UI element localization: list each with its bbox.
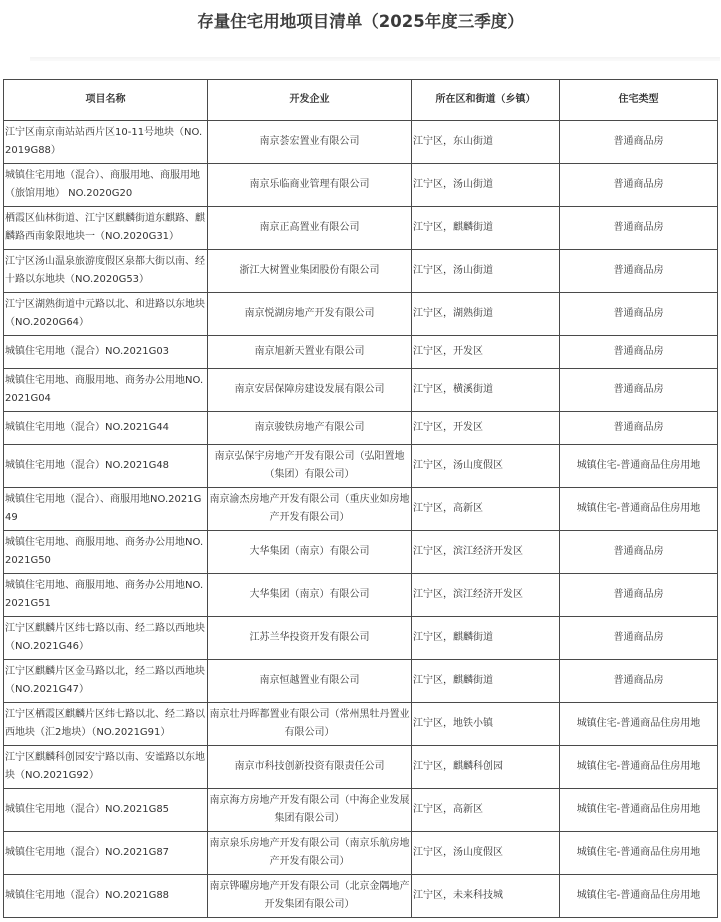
district-cell: 江宁区，东山街道 [412, 121, 560, 164]
table-row [4, 369, 718, 412]
developer-cell: 南京海方房地产开发有限公司（中海企业发展集团有限公司） [208, 789, 412, 832]
developer-cell: 南京弘保宇房地产开发有限公司（弘阳置地（集团）有限公司） [208, 445, 412, 488]
developer-cell: 南京荟宏置业有限公司 [208, 121, 412, 164]
housing-type-cell: 普通商品房 [560, 164, 718, 207]
project-name-cell: 江宁区南京南站站西片区10-11号地块（NO.2019G88） [4, 121, 208, 164]
district-cell: 江宁区，横溪街道 [412, 369, 560, 412]
project-name-cell: 城镇住宅用地（混合）、商服用地、商服用地（旅馆用地） NO.2020G20 [4, 164, 208, 207]
project-name-cell: 城镇住宅用地（混合）、商服用地NO.2021G49 [4, 488, 208, 531]
district-cell: 江宁区，高新区 [412, 789, 560, 832]
developer-cell: 江苏兰华投资开发有限公司 [208, 617, 412, 660]
housing-type-cell: 普通商品房 [560, 207, 718, 250]
district-cell: 江宁区，麒麟街道 [412, 207, 560, 250]
table-row [4, 445, 718, 488]
project-name-cell: 江宁区湖熟街道中元路以北、和进路以东地块（NO.2020G64） [4, 293, 208, 336]
column-header-district: 所在区和街道（乡镇） [412, 80, 560, 121]
project-table [3, 79, 718, 918]
district-cell: 江宁区，开发区 [412, 412, 560, 445]
district-cell: 江宁区，开发区 [412, 336, 560, 369]
developer-cell: 南京骏铁房地产有限公司 [208, 412, 412, 445]
district-cell: 江宁区，汤山街道 [412, 250, 560, 293]
table-row [4, 617, 718, 660]
housing-type-cell: 普通商品房 [560, 293, 718, 336]
developer-cell: 南京安居保障房建设发展有限公司 [208, 369, 412, 412]
project-name-cell: 江宁区栖霞区麒麟片区纬七路以北、经二路以西地块（汇2地块）（NO.2021G91） [4, 703, 208, 746]
housing-type-cell: 城镇住宅-普通商品住房用地 [560, 832, 718, 875]
project-name-cell: 江宁区麒麟科创园安宁路以南、安谧路以东地块（NO.2021G92） [4, 746, 208, 789]
developer-cell: 南京铧曜房地产开发有限公司（北京金隅地产开发集团有限公司） [208, 875, 412, 918]
district-cell: 江宁区，汤山度假区 [412, 445, 560, 488]
housing-type-cell: 城镇住宅-普通商品住房用地 [560, 488, 718, 531]
housing-type-cell: 普通商品房 [560, 369, 718, 412]
table-row [4, 488, 718, 531]
housing-type-cell: 普通商品房 [560, 250, 718, 293]
project-name-cell: 城镇住宅用地（混合）NO.2021G85 [4, 789, 208, 832]
district-cell: 江宁区，滨江经济开发区 [412, 574, 560, 617]
housing-type-cell: 城镇住宅-普通商品住房用地 [560, 746, 718, 789]
project-name-cell: 城镇住宅用地（混合）NO.2021G44 [4, 412, 208, 445]
table-row [4, 574, 718, 617]
developer-cell: 浙江大树置业集团股份有限公司 [208, 250, 412, 293]
column-header-project-name: 项目名称 [4, 80, 208, 121]
project-name-cell: 城镇住宅用地、商服用地、商务办公用地NO.2021G04 [4, 369, 208, 412]
page-title: 存量住宅用地项目清单（2025年度三季度） [197, 12, 524, 31]
housing-type-cell: 城镇住宅-普通商品住房用地 [560, 789, 718, 832]
project-name-cell: 江宁区麒麟片区纬七路以南、经二路以西地块（NO.2021G46） [4, 617, 208, 660]
table-row [4, 207, 718, 250]
developer-cell: 南京恒越置业有限公司 [208, 660, 412, 703]
developer-cell: 大华集团（南京）有限公司 [208, 574, 412, 617]
housing-type-cell: 普通商品房 [560, 617, 718, 660]
project-name-cell: 城镇住宅用地、商服用地、商务办公用地NO.2021G51 [4, 574, 208, 617]
district-cell: 江宁区，高新区 [412, 488, 560, 531]
table-row [4, 789, 718, 832]
project-name-cell: 城镇住宅用地（混合）NO.2021G87 [4, 832, 208, 875]
project-name-cell: 城镇住宅用地（混合）NO.2021G48 [4, 445, 208, 488]
district-cell: 江宁区，汤山街道 [412, 164, 560, 207]
housing-type-cell: 普通商品房 [560, 121, 718, 164]
developer-cell: 大华集团（南京）有限公司 [208, 531, 412, 574]
project-name-cell: 栖霞区仙林街道、江宁区麒麟街道东麒路、麒麟路西南象限地块一（NO.2020G31） [4, 207, 208, 250]
housing-type-cell: 城镇住宅-普通商品住房用地 [560, 703, 718, 746]
district-cell: 江宁区，麒麟街道 [412, 660, 560, 703]
table-row [4, 875, 718, 918]
column-header-developer: 开发企业 [208, 80, 412, 121]
housing-type-cell: 城镇住宅-普通商品住房用地 [560, 875, 718, 918]
district-cell: 江宁区，未来科技城 [412, 875, 560, 918]
district-cell: 江宁区，湖熟街道 [412, 293, 560, 336]
developer-cell: 南京市科技创新投资有限责任公司 [208, 746, 412, 789]
table-row [4, 531, 718, 574]
housing-type-cell: 普通商品房 [560, 531, 718, 574]
district-cell: 江宁区，汤山度假区 [412, 832, 560, 875]
developer-cell: 南京渝杰房地产开发有限公司（重庆业如房地产开发有限公司） [208, 488, 412, 531]
table-row [4, 746, 718, 789]
project-name-cell: 城镇住宅用地（混合）NO.2021G03 [4, 336, 208, 369]
table-row [4, 412, 718, 445]
developer-cell: 南京泉乐房地产开发有限公司（南京乐航房地产开发有限公司） [208, 832, 412, 875]
district-cell: 江宁区，麒麟街道 [412, 617, 560, 660]
title-divider [30, 57, 720, 61]
table-header-row [4, 80, 718, 121]
table-row [4, 336, 718, 369]
table-row [4, 832, 718, 875]
table-row [4, 293, 718, 336]
housing-type-cell: 普通商品房 [560, 336, 718, 369]
project-name-cell: 城镇住宅用地、商服用地、商务办公用地NO.2021G50 [4, 531, 208, 574]
table-row [4, 121, 718, 164]
table-row [4, 703, 718, 746]
developer-cell: 南京壮丹晖都置业有限公司（常州黑牡丹置业有限公司） [208, 703, 412, 746]
project-name-cell: 城镇住宅用地（混合）NO.2021G88 [4, 875, 208, 918]
column-header-housing-type: 住宅类型 [560, 80, 718, 121]
developer-cell: 南京悦湖房地产开发有限公司 [208, 293, 412, 336]
table-row [4, 164, 718, 207]
district-cell: 江宁区，麒麟科创园 [412, 746, 560, 789]
housing-type-cell: 普通商品房 [560, 660, 718, 703]
developer-cell: 南京旭新天置业有限公司 [208, 336, 412, 369]
district-cell: 江宁区，地铁小镇 [412, 703, 560, 746]
developer-cell: 南京乐临商业管理有限公司 [208, 164, 412, 207]
housing-type-cell: 普通商品房 [560, 574, 718, 617]
housing-type-cell: 普通商品房 [560, 412, 718, 445]
developer-cell: 南京正高置业有限公司 [208, 207, 412, 250]
district-cell: 江宁区，滨江经济开发区 [412, 531, 560, 574]
project-name-cell: 江宁区汤山温泉旅游度假区泉都大街以南、经十路以东地块（NO.2020G53） [4, 250, 208, 293]
table-body [4, 121, 718, 918]
table-row [4, 250, 718, 293]
table-row [4, 660, 718, 703]
housing-type-cell: 城镇住宅-普通商品住房用地 [560, 445, 718, 488]
project-name-cell: 江宁区麒麟片区金马路以北，经二路以西地块（NO.2021G47） [4, 660, 208, 703]
